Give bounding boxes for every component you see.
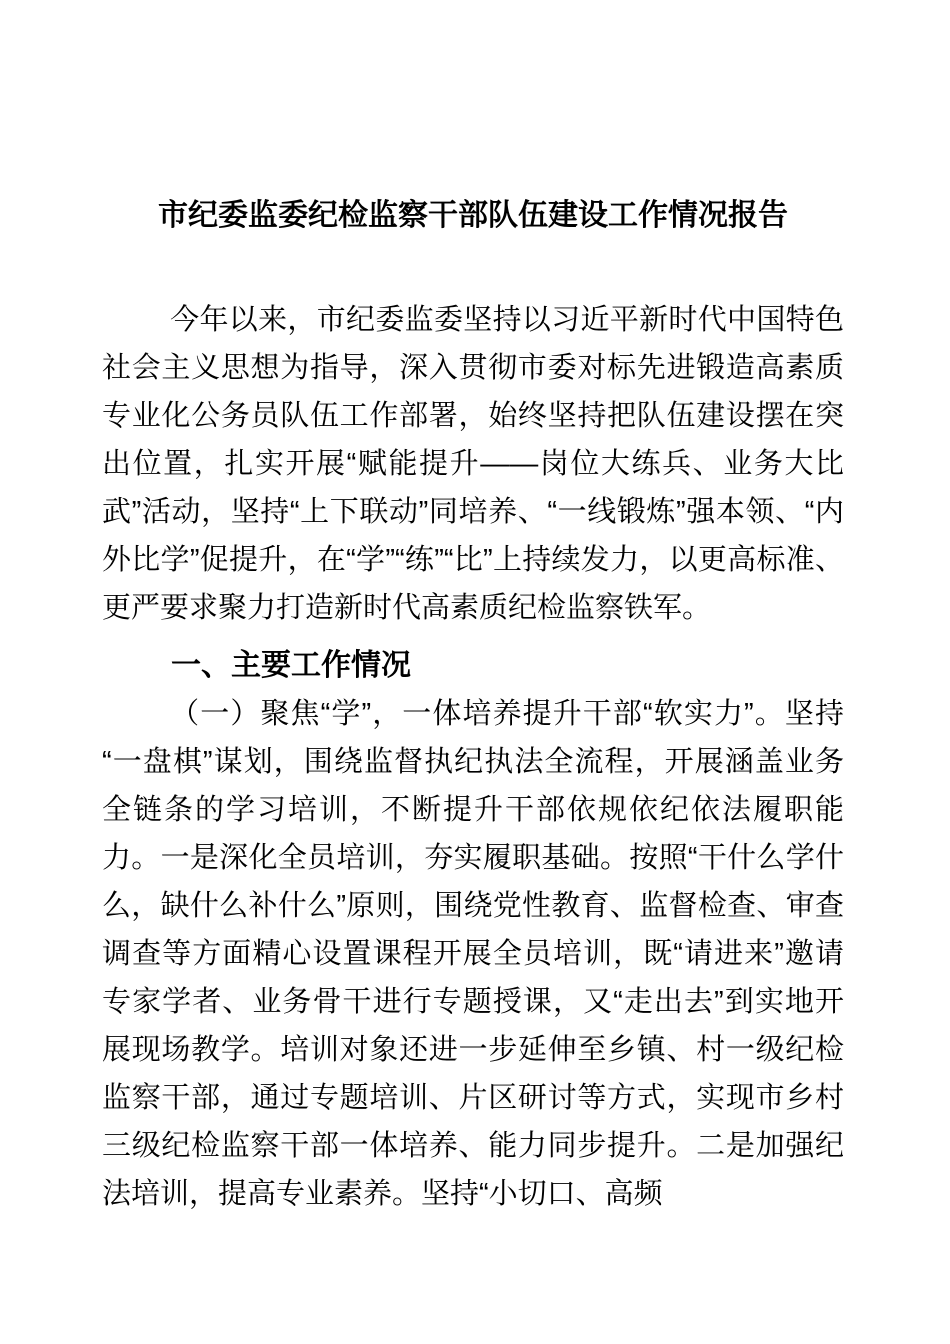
intro-paragraph: 今年以来，市纪委监委坚持以习近平新时代中国特色社会主义思想为指导，深入贯彻市委对标先进锻造高素质专业化公务员队伍工作部署，始终坚持把队伍建设摆在突出位置，扎实开展“赋能提升——岗位大练兵、业务大比武”活动，坚持“上下联动”同培养、“一线锻炼”强本领、“内外比学”促提升，在“学”“练”“比”上持续发力，以更高标准、更严要求聚力打造新时代高素质纪检监察铁军。 [102, 304, 844, 624]
document-title: 市纪委监委纪检监察干部队伍建设工作情况报告 [158, 199, 788, 232]
section1-paragraph: （一）聚焦“学”，一体培养提升干部“软实力”。坚持“一盘棋”谋划，围绕监督执纪执法全流程，开展涵盖业务全链条的学习培训，不断提升干部依规依纪依法履职能力。一是深化全员培训，夯实履职基础。按照“干什么学什么，缺什么补什么”原则，围绕党性教育、监督检查、审查调查等方面精心设置课程开展全员培训，既“请进来”邀请专家学者、业务骨干进行专题授课，又“走出去”到实地开展现场教学。培训对象还进一步延伸至乡镇、村一级纪检监察干部，通过专题培训、片区研讨等方式，实现市乡村三级纪检监察干部一体培养、能力同步提升。二是加强纪法培训，提高专业素养。坚持“小切口、高频 [102, 698, 844, 1210]
section1-heading: 一、主要工作情况 [171, 649, 411, 682]
